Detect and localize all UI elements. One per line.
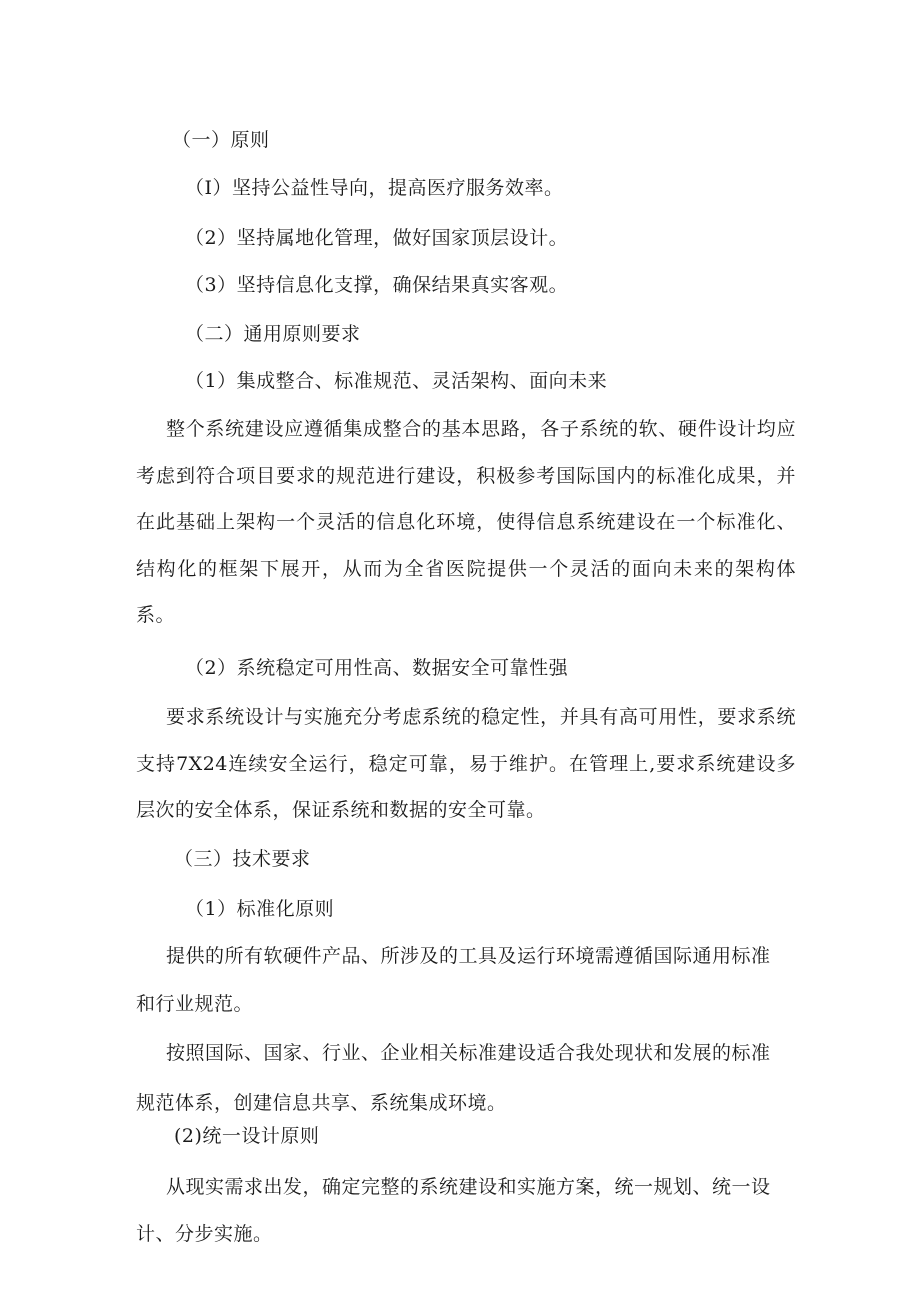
technical-item-1-body-2-line-2: 规范体系，创建信息共享、系统集成环境。 [136, 1092, 507, 1114]
general-item-2-title: （2）系统稳定可用性高、数据安全可靠性强 [185, 657, 569, 679]
technical-item-1-title: （1）标准化原则 [185, 898, 335, 920]
principle-item-2: （2）坚持属地化管理，做好国家顶层设计。 [185, 227, 569, 249]
general-item-1-body: 整个系统建设应遵循集成整合的基本思路，各子系统的软、硬件设计均应考虑到符合项目要求的规范进行建设，积极参考国际国内的标准化成果，并在此基础上架构一个灵活的信息化环境，使得信息系统建设在一个标准化、结构化的框架下展开，从而为全省医院提供一个灵活的面向未来的架构体系。 [136, 418, 796, 626]
heading-principles: （一）原则 [172, 129, 270, 151]
general-item-1-title: （1）集成整合、标准规范、灵活架构、面向未来 [185, 370, 608, 392]
technical-item-2-body-line-2: 计、分步实施。 [136, 1223, 273, 1245]
heading-technical-requirements: （三）技术要求 [174, 848, 311, 870]
general-item-2-body: 要求系统设计与实施充分考虑系统的稳定性，并具有高可用性，要求系统支持7X24连续安全运行，稳定可靠，易于维护。在管理上,要求系统建设多层次的安全体系，保证系统和数据的安全可靠。 [136, 706, 796, 821]
heading-general-requirements: （二）通用原则要求 [185, 323, 361, 345]
technical-item-1-body-2-line-1: 按照国际、国家、行业、企业相关标准建设适合我处现状和发展的标准 [166, 1042, 771, 1064]
principle-item-3: （3）坚持信息化支撑，确保结果真实客观。 [185, 274, 569, 296]
technical-item-2-title: (2)统一设计原则 [174, 1125, 320, 1147]
principle-item-1: （I）坚持公益性导向，提高医疗服务效率。 [185, 177, 564, 199]
technical-item-1-body-1-line-2: 和行业规范。 [136, 993, 254, 1015]
technical-item-2-body-line-1: 从现实需求出发，确定完整的系统建设和实施方案，统一规划、统一设 [166, 1176, 771, 1198]
technical-item-1-body-1-line-1: 提供的所有软硬件产品、所涉及的工具及运行环境需遵循国际通用标准 [166, 945, 771, 967]
